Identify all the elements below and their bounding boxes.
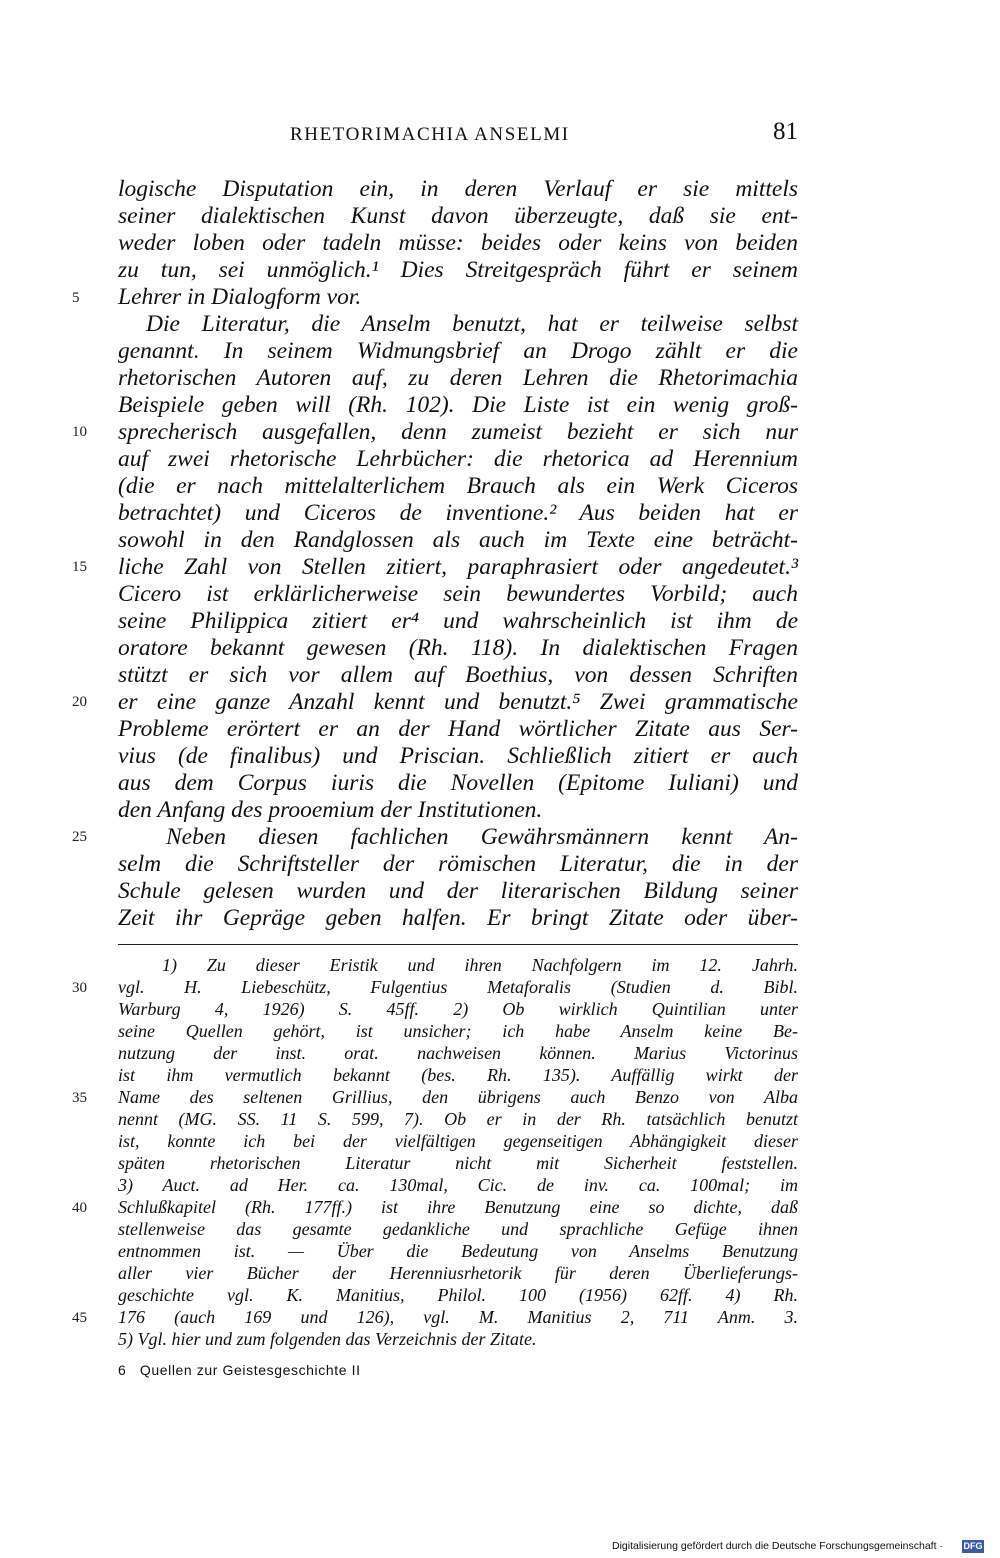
text-line: auf zwei rhetorische Lehrbücher: die rhetorica ad Herennium bbox=[118, 446, 798, 472]
footnote-line: späten rhetorischen Literatur nicht mit Sicherheit feststellen. bbox=[118, 1153, 798, 1173]
footnote-line: vgl. H. Liebeschütz, Fulgentius Metaforalis (Studien d. Bibl. bbox=[118, 977, 798, 997]
line-number: 10 bbox=[72, 424, 87, 440]
text-line: logische Disputation ein, in deren Verlauf er sie mittels bbox=[118, 176, 798, 202]
text-line: Die Literatur, die Anselm benutzt, hat er teilweise selbst bbox=[146, 311, 798, 337]
running-head-title: RHETORIMACHIA ANSELMI bbox=[290, 124, 570, 145]
text-line: sowohl in den Randglossen als auch im Texte eine beträcht- bbox=[118, 527, 798, 553]
footnote-line: 1) Zu dieser Eristik und ihren Nachfolgern im 12. Jahrh. bbox=[162, 955, 798, 975]
footnote-line: seine Quellen gehört, ist unsicher; ich habe Anselm keine Be- bbox=[118, 1021, 798, 1041]
text-line: stützt er sich vor allem auf Boethius, von dessen Schriften bbox=[118, 662, 798, 688]
dfg-logo-icon: DFG bbox=[963, 1541, 983, 1551]
footnote-line: stellenweise das gesamte gedankliche und sprachliche Gefüge ihnen bbox=[118, 1219, 798, 1239]
line-number: 35 bbox=[72, 1090, 87, 1106]
line-number: 15 bbox=[72, 559, 87, 575]
text-line: den Anfang des prooemium der Institutionen. bbox=[118, 797, 543, 823]
text-line: er eine ganze Anzahl kennt und benutzt.⁵ Zwei grammatische bbox=[118, 689, 798, 715]
text-line: Lehrer in Dialogform vor. bbox=[118, 284, 362, 310]
text-line: genannt. In seinem Widmungsbrief an Drogo zählt er die bbox=[118, 338, 798, 364]
footnote-line: 5) Vgl. hier und zum folgenden das Verzeichnis der Zitate. bbox=[118, 1329, 537, 1349]
text-line: rhetorischen Autoren auf, zu deren Lehren die Rhetorimachia bbox=[118, 365, 798, 391]
footnote-line: aller vier Bücher der Herenniusrhetorik für deren Überlieferungs- bbox=[118, 1263, 798, 1283]
line-number: 25 bbox=[72, 829, 87, 845]
footnote-line: entnommen ist. — Über die Bedeutung von Anselms Benutzung bbox=[118, 1241, 798, 1261]
text-line: weder loben oder tadeln müsse: beides oder keins von beiden bbox=[118, 230, 798, 256]
text-line: (die er nach mittelalterlichem Brauch als ein Werk Ciceros bbox=[118, 473, 798, 499]
text-line: Schule gelesen wurden und der literarischen Bildung seiner bbox=[118, 878, 798, 904]
footnote-line: 3) Auct. ad Her. ca. 130mal, Cic. de inv. ca. 100mal; im bbox=[118, 1175, 798, 1195]
text-line: Probleme erörtert er an der Hand wörtlicher Zitate aus Ser- bbox=[118, 716, 798, 742]
footnote-line: geschichte vgl. K. Manitius, Philol. 100 (1956) 62ff. 4) Rh. bbox=[118, 1285, 798, 1305]
text-line: oratore bekannt gewesen (Rh. 118). In dialektischen Fragen bbox=[118, 635, 798, 661]
footnote-line: 176 (auch 169 und 126), vgl. M. Manitius 2, 711 Anm. 3. bbox=[118, 1307, 798, 1327]
line-number: 30 bbox=[72, 980, 87, 996]
page-number: 81 bbox=[773, 118, 798, 145]
footnote-line: nennt (MG. SS. 11 S. 599, 7). Ob er in der Rh. tatsächlich benutzt bbox=[118, 1109, 798, 1129]
footnote-line: ist, konnte ich bei der vielfältigen gegenseitigen Abhängigkeit dieser bbox=[118, 1131, 798, 1151]
text-line: seine Philippica zitiert er⁴ und wahrscheinlich ist ihm de bbox=[118, 608, 798, 634]
text-line: Zeit ihr Gepräge geben halfen. Er bringt Zitate oder über- bbox=[118, 905, 798, 931]
text-line: Neben diesen fachlichen Gewährsmännern kennt An- bbox=[166, 824, 798, 850]
footnote-line: Schlußkapitel (Rh. 177ff.) ist ihre Benutzung eine so dichte, daß bbox=[118, 1197, 798, 1217]
footnote-line: Name des seltenen Grillius, den übrigens auch Benzo von Alba bbox=[118, 1087, 798, 1107]
digitization-credit: Digitalisierung gefördert durch die Deutsche Forschungsgemeinschaft · bbox=[612, 1540, 943, 1552]
printer-signature: 6 Quellen zur Geistesgeschichte II bbox=[118, 1362, 361, 1378]
text-line: aus dem Corpus iuris die Novellen (Epitome Iuliani) und bbox=[118, 770, 798, 796]
line-number: 45 bbox=[72, 1310, 87, 1326]
footnote-line: Warburg 4, 1926) S. 45ff. 2) Ob wirklich Quintilian unter bbox=[118, 999, 798, 1019]
text-line: betrachtet) und Ciceros de inventione.² Aus beiden hat er bbox=[118, 500, 798, 526]
footnote-line: ist ihm vermutlich bekannt (bes. Rh. 135). Auffällig wirkt der bbox=[118, 1065, 798, 1085]
line-number: 20 bbox=[72, 694, 87, 710]
text-line: selm die Schriftsteller der römischen Literatur, die in der bbox=[118, 851, 798, 877]
text-line: seiner dialektischen Kunst davon überzeugte, daß sie ent- bbox=[118, 203, 798, 229]
text-line: zu tun, sei unmöglich.¹ Dies Streitgespräch führt er seinem bbox=[118, 257, 798, 283]
text-line: Beispiele geben will (Rh. 102). Die Liste ist ein wenig groß- bbox=[118, 392, 798, 418]
text-line: liche Zahl von Stellen zitiert, paraphrasiert oder angedeutet.³ bbox=[118, 554, 798, 580]
running-head bbox=[290, 118, 798, 152]
footnote-rule bbox=[118, 944, 798, 945]
line-number: 40 bbox=[72, 1200, 87, 1216]
line-number: 5 bbox=[72, 290, 80, 306]
text-line: sprecherisch ausgefallen, denn zumeist bezieht er sich nur bbox=[118, 419, 798, 445]
text-line: Cicero ist erklärlicherweise sein bewundertes Vorbild; auch bbox=[118, 581, 798, 607]
footnote-line: nutzung der inst. orat. nachweisen können. Marius Victorinus bbox=[118, 1043, 798, 1063]
text-line: vius (de finalibus) und Priscian. Schließlich zitiert er auch bbox=[118, 743, 798, 769]
